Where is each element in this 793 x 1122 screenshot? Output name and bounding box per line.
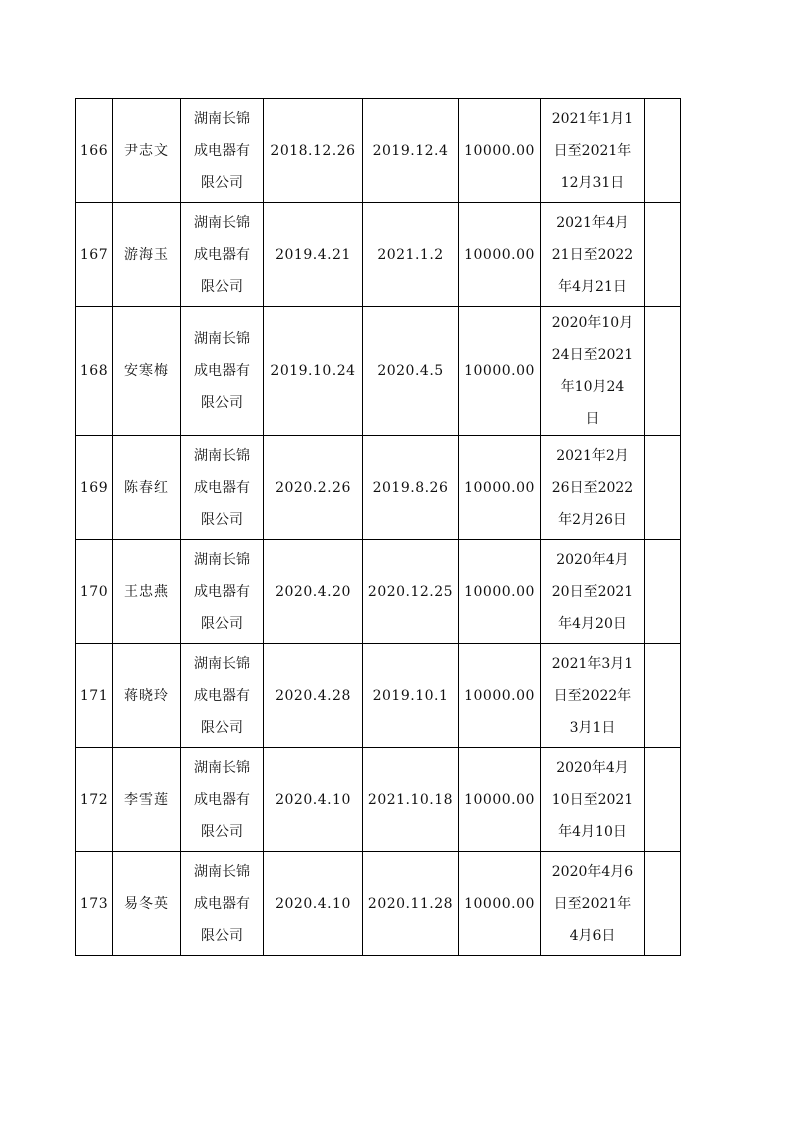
- start-date: 2020.4.10: [264, 748, 363, 852]
- end-date: 2020.4.5: [363, 307, 459, 436]
- amount: 10000.00: [459, 99, 541, 203]
- note-cell: [645, 644, 681, 748]
- person-name: 陈春红: [113, 436, 181, 540]
- period: 2020年4月 20日至2021 年4月20日: [541, 540, 645, 644]
- start-date: 2020.2.26: [264, 436, 363, 540]
- amount: 10000.00: [459, 748, 541, 852]
- amount: 10000.00: [459, 852, 541, 956]
- row-number: 172: [76, 748, 113, 852]
- row-number: 168: [76, 307, 113, 436]
- end-date: 2019.12.4: [363, 99, 459, 203]
- records-table: [75, 98, 681, 956]
- note-cell: [645, 540, 681, 644]
- table-row: [76, 644, 681, 748]
- start-date: 2020.4.20: [264, 540, 363, 644]
- person-name: 尹志文: [113, 99, 181, 203]
- company-name: 湖南长锦 成电器有 限公司: [181, 748, 264, 852]
- note-cell: [645, 436, 681, 540]
- person-name: 王忠燕: [113, 540, 181, 644]
- company-name: 湖南长锦 成电器有 限公司: [181, 852, 264, 956]
- table-row: [76, 436, 681, 540]
- company-name: 湖南长锦 成电器有 限公司: [181, 644, 264, 748]
- table-row: [76, 852, 681, 956]
- company-name: 湖南长锦 成电器有 限公司: [181, 540, 264, 644]
- table-row: [76, 99, 681, 203]
- amount: 10000.00: [459, 203, 541, 307]
- table-row: [76, 748, 681, 852]
- amount: 10000.00: [459, 540, 541, 644]
- person-name: 游海玉: [113, 203, 181, 307]
- note-cell: [645, 99, 681, 203]
- period: 2021年1月1 日至2021年 12月31日: [541, 99, 645, 203]
- table-body: [76, 99, 681, 956]
- period: 2020年4月6 日至2021年 4月6日: [541, 852, 645, 956]
- company-name: 湖南长锦 成电器有 限公司: [181, 203, 264, 307]
- row-number: 173: [76, 852, 113, 956]
- company-name: 湖南长锦 成电器有 限公司: [181, 307, 264, 436]
- start-date: 2020.4.28: [264, 644, 363, 748]
- period: 2021年3月1 日至2022年 3月1日: [541, 644, 645, 748]
- table-row: [76, 540, 681, 644]
- end-date: 2021.1.2: [363, 203, 459, 307]
- end-date: 2019.8.26: [363, 436, 459, 540]
- note-cell: [645, 307, 681, 436]
- note-cell: [645, 748, 681, 852]
- row-number: 167: [76, 203, 113, 307]
- amount: 10000.00: [459, 307, 541, 436]
- end-date: 2020.12.25: [363, 540, 459, 644]
- end-date: 2020.11.28: [363, 852, 459, 956]
- start-date: 2018.12.26: [264, 99, 363, 203]
- note-cell: [645, 203, 681, 307]
- company-name: 湖南长锦 成电器有 限公司: [181, 436, 264, 540]
- period: 2020年4月 10日至2021 年4月10日: [541, 748, 645, 852]
- note-cell: [645, 852, 681, 956]
- person-name: 蒋晓玲: [113, 644, 181, 748]
- amount: 10000.00: [459, 436, 541, 540]
- start-date: 2020.4.10: [264, 852, 363, 956]
- table-row: [76, 203, 681, 307]
- row-number: 171: [76, 644, 113, 748]
- end-date: 2019.10.1: [363, 644, 459, 748]
- table-row: [76, 307, 681, 436]
- person-name: 易冬英: [113, 852, 181, 956]
- period: 2021年2月 26日至2022 年2月26日: [541, 436, 645, 540]
- amount: 10000.00: [459, 644, 541, 748]
- period: 2020年10月 24日至2021 年10月24 日: [541, 307, 645, 436]
- end-date: 2021.10.18: [363, 748, 459, 852]
- row-number: 170: [76, 540, 113, 644]
- company-name: 湖南长锦 成电器有 限公司: [181, 99, 264, 203]
- person-name: 安寒梅: [113, 307, 181, 436]
- row-number: 169: [76, 436, 113, 540]
- start-date: 2019.10.24: [264, 307, 363, 436]
- person-name: 李雪莲: [113, 748, 181, 852]
- period: 2021年4月 21日至2022 年4月21日: [541, 203, 645, 307]
- start-date: 2019.4.21: [264, 203, 363, 307]
- row-number: 166: [76, 99, 113, 203]
